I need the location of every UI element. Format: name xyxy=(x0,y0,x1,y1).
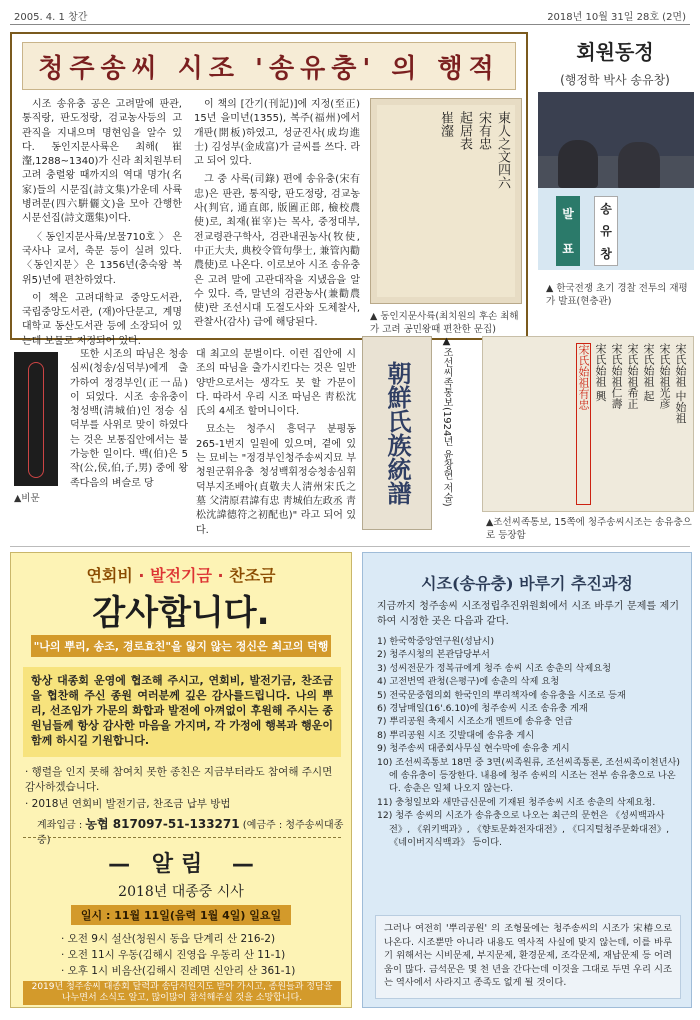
donation-box xyxy=(10,552,352,1008)
name-sign: 송 유 창 xyxy=(594,196,618,266)
paragraph: 묘소는 청주시 흥덕구 분평동 265-1번지 일원에 있으며, 곁에 있는 묘비는 "정경부인청주송씨지묘 부청원군휘유충 청성백휘정승청송심휘덕부지조배아(貞敬夫人淸州宋氏之墓 父淸原君諱有忠 靑城伯左政丞 靑松沈諱德符之初配也)" 라고 되어 있다. xyxy=(196,424,356,536)
donation-headline: 감사합니다. xyxy=(92,593,270,633)
list-item: 6) 경남매일(16'.6.10)에 청주송씨 시조 송유충 게재 xyxy=(377,703,588,715)
feature-col-2 xyxy=(194,98,360,335)
donation-bullet: · 2018년 연회비 발전기금, 찬조금 납부 방법 xyxy=(25,798,231,810)
seminar-photo xyxy=(538,92,694,270)
book-glyph: 東人之文四六 xyxy=(495,111,510,189)
list-item: 12) 청주 송씨의 시조가 송유충으로 나오는 최근의 문헌은 《성씨백과사전》, 《위키백과》, 《향토문화전자대전》, 《디지털청주문화대전》, 《네이버지식백과》 등이다. xyxy=(377,810,670,849)
jokbo-entry: 宋氏始祖 中始祖 xyxy=(674,343,687,424)
list-item: · 오전 11시 우동(김해시 진영읍 우동리 산 11-1) xyxy=(61,949,286,961)
paragraph: 또한 시조의 따님은 청송심씨(청송/심덕부)에게 출가하여 정경부인(正一品)이 되었다. 시조 송유충이 청성백(淸城伯)인 정승 심덕부를 사위로 맞이 하였다는 것은 보통집안에서는 불가능한 일이다. 백(伯)은 5작(公,侯,伯,子,男) 중에 왕족다음의 벼슬로 당 xyxy=(70,349,188,489)
paragraph: 〈동인지문사륙/보물710호〉은 국사나 교서, 축문 등이 실려 있다. 〈동인지문〉은 1356년(충숙왕 복위5)년에 편찬하였다. xyxy=(22,231,182,286)
header-rule xyxy=(10,24,690,25)
feature-col-1 xyxy=(22,98,182,353)
book-glyph: 宋有忠 xyxy=(476,111,491,150)
member-news-title: 회원동정 xyxy=(576,40,654,64)
jokbo-cover-title: 朝鮮氏族統譜 xyxy=(383,361,412,505)
list-item: 2) 청주시청의 본관담당부서 xyxy=(377,649,490,661)
list-item: 10) 조선씨족통보 18면 중 3면(씨족원류, 조선씨족통론, 조선씨족이천년사)에 송유충이 등장한다. 내용에 청주 송씨의 시조는 전부 송유충으로 나온다. 송춘은 일체 나오지 않는다. xyxy=(377,756,680,795)
notice-title: 알림 xyxy=(151,852,211,877)
list-item: 11) 충청일보와 새만금신문에 기재된 청주송씨 시조 송춘의 삭제요청. xyxy=(377,796,656,808)
list-item: 7) 뿌리공원 축제시 시조소개 멘트에 송유충 언급 xyxy=(377,716,573,728)
notice-footer: 2019년 청주송씨 대종회 달력과 송담서원지도 받아 가시고, 종원들과 정담을 나누면서 소식도 알고, 많이많이 참석해주실 것을 소망합니다. xyxy=(23,981,341,1005)
member-news-subtitle: (행정학 박사 송유창) xyxy=(560,73,670,87)
person-2 xyxy=(618,142,660,190)
book-caption: ▲ 동인지문사륙(최치원의 후손 최해가 고려 공민왕때 편찬한 문집) xyxy=(370,311,519,335)
notice-title-row: — 알림 — xyxy=(108,852,254,877)
feature-title: 청주송씨 시조 '송유충' 의 행적 xyxy=(38,53,500,84)
jokbo-entry: 宋氏始祖 起 xyxy=(642,343,655,402)
promotion-note: 그러나 여전히 '뿌리공원' 의 조형물에는 청주송씨의 시조가 宋椿으로 나온다. 시조뿐만 아니라 내용도 역사적 사실에 맞지 않는데, 이를 바루기 위해서는 시비문제, 부지문제, 환경문제, 조각문제, 재납문제 등 어려움이 많다. 금석문은 몇 천 년을 간다는데 이것을 그대로 두면 우리 시조는 역사에서 사라지고 종족도 없게 될 것이다. xyxy=(375,915,681,999)
account-line xyxy=(37,817,347,848)
paragraph: 이 책은 고려대학교 중앙도서관, 국립중앙도서관, (재)아단문고, 계명대학교 동산도서관 등에 소장되어 있는데 보물로 지정되어 있다. xyxy=(22,292,182,347)
feature-title-banner xyxy=(22,42,516,90)
promotion-list xyxy=(377,635,683,850)
stele-col-1 xyxy=(70,348,188,495)
name-sign: 발 표 xyxy=(556,196,580,266)
list-item: · 오전 9시 설산(청원시 동읍 단계리 산 216-2) xyxy=(61,933,276,945)
list-item: · 오후 1시 비음산(김해시 진례면 신안리 산 361-1) xyxy=(61,965,296,977)
jokbo-entry: 宋氏始祖光彦 xyxy=(658,343,671,409)
list-item: 8) 뿌리공원 시조 깃발대에 송유충 게시 xyxy=(377,729,535,741)
paragraph: 대 최고의 문벌이다. 이런 집안에 시조의 따님을 출가시킨다는 것은 일반 양반으로서는 생각도 못 할 가문이다. 따라서 우리 시조 따님은 靑松沈氏의 4세조 할머니이다. xyxy=(196,349,356,418)
book-photo xyxy=(370,98,522,304)
donation-slogan: "나의 뿌리, 송조, 경로효친"을 잃지 않는 정신은 최고의 덕행 xyxy=(31,635,331,657)
jokbo-entry: 宋氏始祖 興 xyxy=(594,343,607,402)
donation-bullet: · 행렬을 인지 못해 참여치 못한 종친은 지금부터라도 참여해 주시면 감사하겠습니다. xyxy=(25,766,333,793)
stele-highlight xyxy=(28,362,44,478)
feature-box xyxy=(10,32,528,347)
stele-caption: ▲비문 xyxy=(14,493,40,504)
section-divider xyxy=(10,546,690,547)
notice-list xyxy=(61,931,341,979)
paragraph: 이 책의 [간기(刊記)]에 지정(至正) 15년 을미년(1355), 복주(福州)에서 개판(開板)하였고, 성균진사(成均進士) 김성부(金成富)가 글씨를 쓰다. 라고 되어 있다. xyxy=(194,99,360,168)
book-glyph: 起居表 xyxy=(457,111,472,150)
member-news xyxy=(536,36,694,88)
jokbo-entry: 宋氏始祖希正 xyxy=(626,343,639,409)
book-page xyxy=(377,105,515,297)
account-number: 농협 817097-51-133271 xyxy=(85,817,240,831)
account-holder: (예금주 : 청주송씨대종중) xyxy=(37,820,344,846)
jokbo-cover xyxy=(362,336,432,530)
donation-topline: 연회비 · 발전기금 · 찬조금 xyxy=(86,566,276,585)
dashed-divider xyxy=(23,837,341,838)
list-item: 4) 고전번역 관청(은평구)에 송춘의 삭제 요청 xyxy=(377,676,560,688)
list-item: 1) 한국학중앙연구원(성남시) xyxy=(377,636,495,647)
donation-body: 항상 대종회 운영에 협조해 주시고, 연회비, 발전기금, 찬조금을 협찬해 주신 종원 여러분께 깊은 감사를드립니다. 나의 뿌리, 선조임가 가문의 화합과 발전에 아껴없이 후원해 주시는 종원님들께 항상 감사한 마음을 가지며, 각 가정에 행복과 행운이 함께 하시길 기원합니다. xyxy=(23,667,341,757)
book-glyph: 崔瀣 xyxy=(438,111,453,137)
jokbo-entry-highlight: 宋氏始祖有忠 xyxy=(576,343,591,505)
stele-col-2 xyxy=(196,348,356,542)
jokbo-page xyxy=(482,336,694,512)
notice-subtitle: 2018년 대종중 시사 xyxy=(118,884,244,900)
issue-date: 2018년 10월 31일 28호 (2면) xyxy=(547,12,686,23)
list-item: 9) 청주송씨 대종회사무실 현수막에 송유충 게시 xyxy=(377,743,570,755)
seminar-caption: ▲ 한국전쟁 초기 경찰 전투의 재평가 발표(현충관) xyxy=(546,283,688,307)
promotion-title: 시조(송유충) 바루기 추진과정 xyxy=(421,574,633,593)
jokbo-entry: 宋氏始祖仁壽 xyxy=(610,343,623,409)
promotion-box xyxy=(362,552,692,1008)
issue-founded: 2005. 4. 1 창간 xyxy=(14,12,88,23)
person-1 xyxy=(558,140,598,188)
promotion-intro: 지금까지 청주송씨 시조정립추진위원회에서 시조 바루기 문제를 제기하여 시정한 곳은 다음과 같다. xyxy=(377,601,679,627)
paragraph: 시조 송유충 공은 고려말에 판관,통직랑, 판도정랑, 검교농사등의 고관직을 지내으며 명현임을 알수 있다. 동인지문사륙은 최해(崔瀣,1288~1340)가 신라 최치원부터 고려 충렬왕 때까지의 역대 명가(名家)들의 시문집(詩文集)가운데 사륙병려문(四六騈儷文)을 모아 간행한 시문선집(詩文選集)이다. xyxy=(22,99,182,225)
account-label: 계좌입금 : xyxy=(37,820,83,831)
list-item: 5) 전국문중협의회 한국인의 뿌리책자에 송유충을 시조로 등재 xyxy=(377,689,626,701)
stele-photo xyxy=(14,352,58,486)
jokbo-caption: ▲조선씨족통보, 15쪽에 청주송씨시조는 송유충으로 등장함 xyxy=(486,517,692,541)
paragraph: 그 중 사록(司錄) 편에 송유충(宋有忠)은 판관, 통직랑, 판도정랑, 검교농사(判官, 通直郎, 版圖正郎, 檢校農使)로, 최재(崔宰)는 목사, 중정대부, 전교령관구학사, 검관내권농사(牧使, 中正大夫, 典校令管句學士, 兼管內勸農使)로 나온다. 이로보아 시조 송유충은 고려 말에 고관대작을 지냈음을 알 수 있다. 즉, 말년의 검관농사(兼勸農使)란 조선시대 도절도사와 도체찰사, 관찰사(감사) 급에 해당된다. xyxy=(194,174,360,329)
notice-date: 일시 : 11월 11일(음력 1월 4일) 일요일 xyxy=(71,905,291,925)
jokbo-side-caption: ▲조선씨족통보(1924년 윤창현 저술) xyxy=(441,336,452,507)
list-item: 3) 성씨전문가 정복규에게 청주 송씨 시조 송춘의 삭제요청 xyxy=(377,662,611,674)
